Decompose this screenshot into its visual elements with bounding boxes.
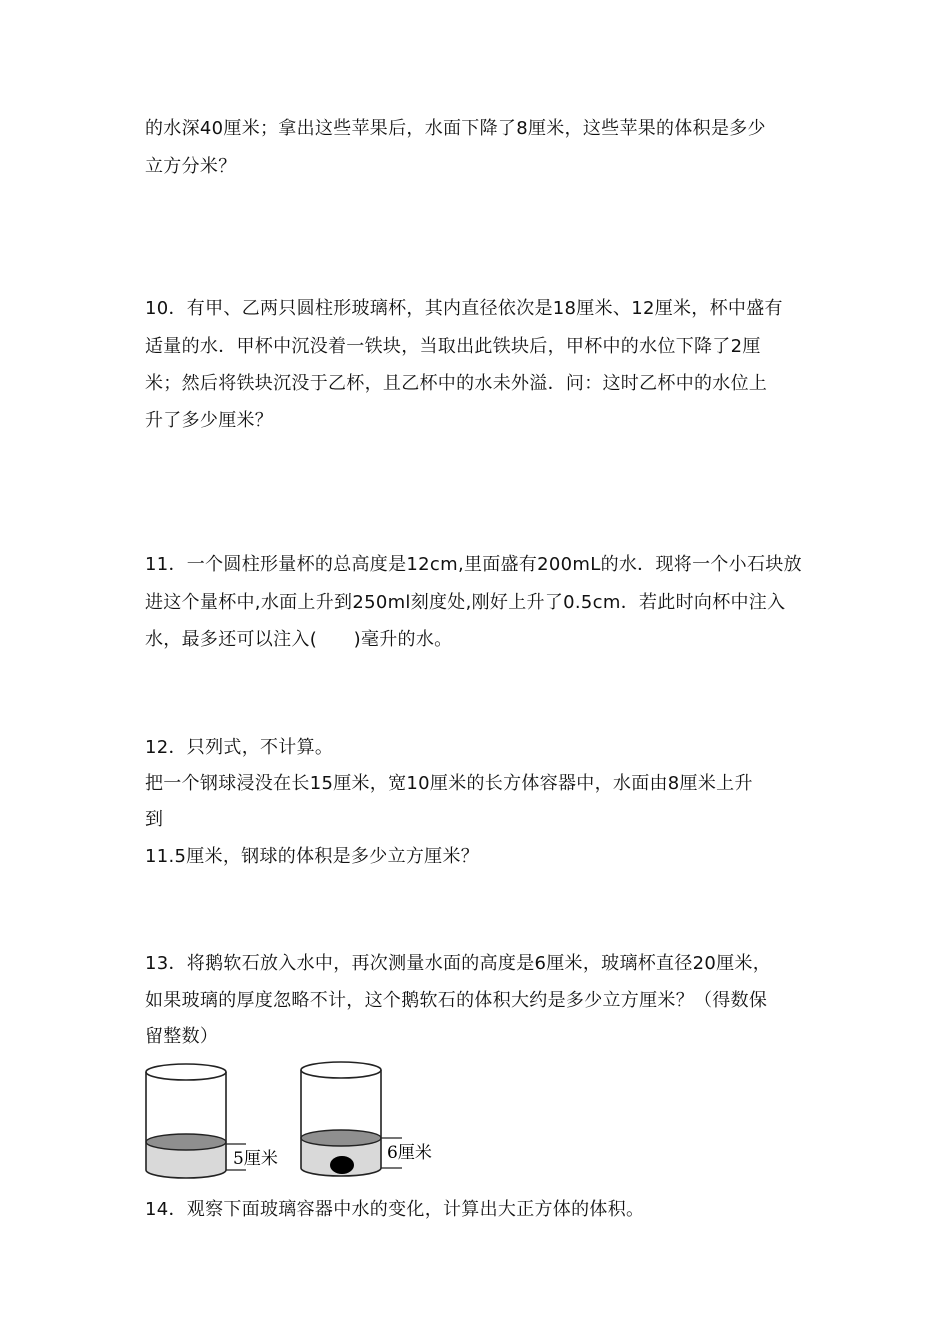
q10-line-1: 10．有甲、乙两只圆柱形玻璃杯，其内直径依次是18厘米、12厘米，杯中盛有 — [145, 298, 783, 319]
q14-line-1: 14．观察下面玻璃容器中水的变化，计算出大正方体的体积。 — [145, 1199, 645, 1220]
q11-line-3: 水，最多还可以注入( )毫升的水。 — [145, 629, 453, 650]
q13-line-2: 如果玻璃的厚度忽略不计，这个鹅软石的体积大约是多少立方厘米？（得数保 — [145, 990, 768, 1011]
q13-line-1: 13．将鹅软石放入水中，再次测量水面的高度是6厘米，玻璃杯直径20厘米， — [145, 953, 772, 974]
q12-line-1: 12．只列式，不计算。 — [145, 737, 334, 758]
q10-line-4: 升了多少厘米？ — [145, 410, 274, 431]
q12-line-4: 11.5厘米，钢球的体积是多少立方厘米？ — [145, 846, 480, 867]
cup-1 — [146, 1064, 246, 1178]
q13-line-3: 留整数） — [145, 1026, 219, 1047]
pebble-shape — [330, 1156, 354, 1174]
cups-figure — [140, 1058, 460, 1188]
q9-line-1: 的水深40厘米；拿出这些苹果后，水面下降了8厘米，这些苹果的体积是多少 — [145, 118, 766, 139]
cup-2-label: 6厘米 — [387, 1143, 432, 1163]
q11-line-2: 进这个量杯中,水面上升到250ml刻度处,刚好上升了0.5cm．若此时向杯中注入 — [145, 592, 786, 613]
q12-line-2: 把一个钢球浸没在长15厘米，宽10厘米的长方体容器中，水面由8厘米上升 — [145, 773, 753, 794]
q12-line-3: 到 — [145, 809, 164, 830]
q10-line-2: 适量的水．甲杯中沉没着一铁块，当取出此铁块后，甲杯中的水位下降了2厘 — [145, 336, 761, 357]
cup-1-label: 5厘米 — [233, 1149, 278, 1169]
q9-line-2: 立方分米？ — [145, 156, 237, 177]
q11-line-1: 11．一个圆柱形量杯的总高度是12cm,里面盛有200mL的水．现将一个小石块放 — [145, 554, 802, 575]
q10-line-3: 米；然后将铁块沉没于乙杯，且乙杯中的水未外溢．问：这时乙杯中的水位上 — [145, 373, 768, 394]
